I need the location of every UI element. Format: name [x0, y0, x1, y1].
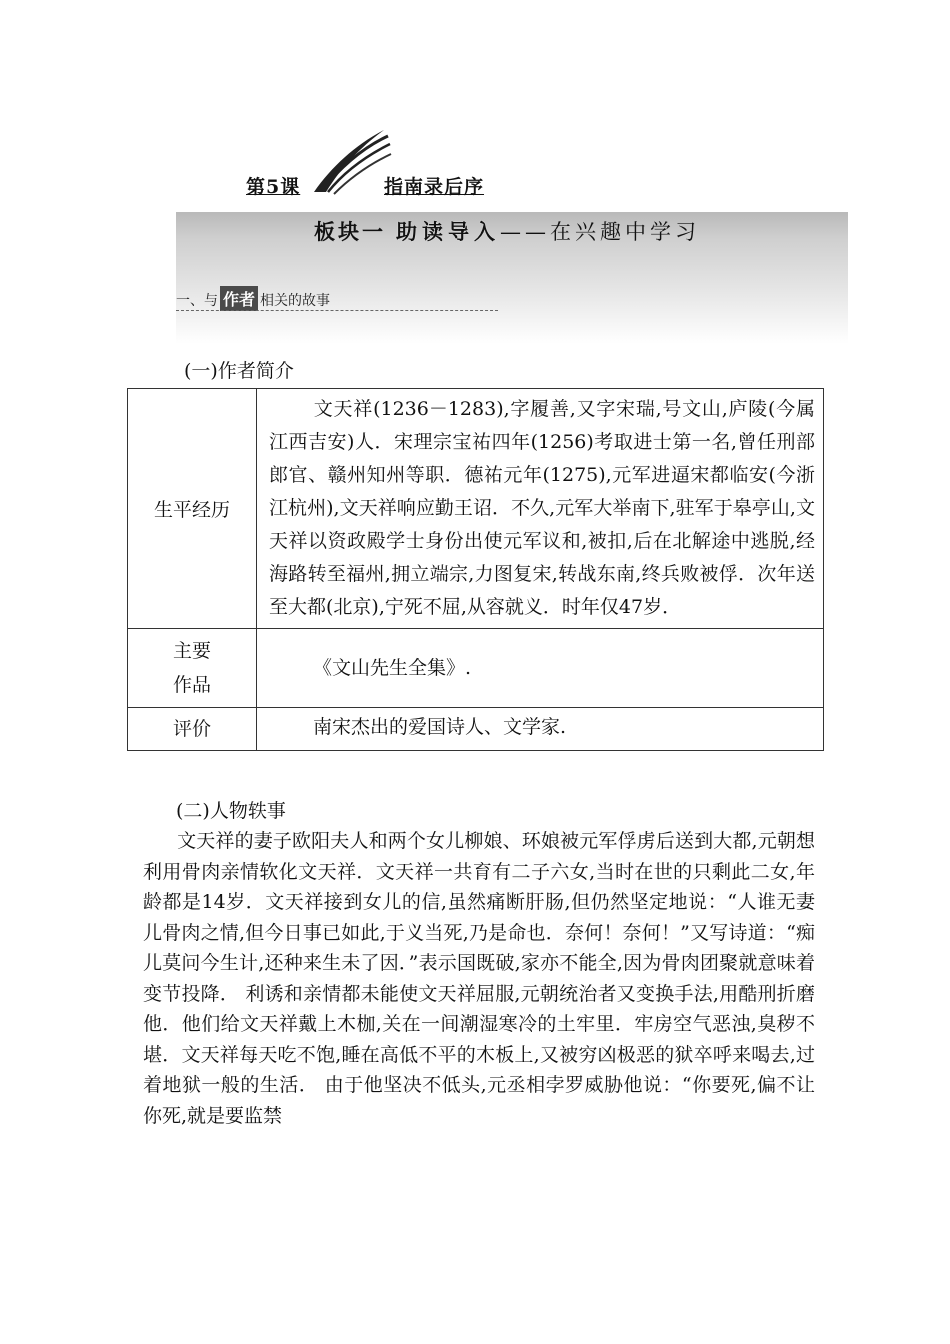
table-value	[257, 389, 824, 629]
banner-tagline: ——在兴趣中学习	[500, 220, 700, 244]
lesson-title: 指南录后序	[384, 176, 485, 198]
table-row	[128, 708, 824, 751]
section2-title: (二)人物轶事	[176, 800, 286, 822]
works-text: 《文山先生全集》.	[313, 656, 472, 679]
section-banner	[176, 212, 848, 344]
table-label: 生平经历	[128, 389, 257, 629]
subsection-highlight: 作者	[220, 286, 258, 311]
table-label-line2: 作品	[172, 674, 211, 696]
subsection-prefix: 一、与	[176, 293, 218, 309]
banner-part-name: 助读导入	[396, 219, 500, 244]
lesson-number: 第5课	[246, 176, 301, 198]
anecdote-paragraph	[143, 826, 815, 1131]
table-value	[257, 629, 824, 708]
biography-text: 文天祥(1236－1283),字履善,又字宋瑞,号文山,庐陵(今属江西吉安)人．宋理宗宝祐四年(1256)考取进士第一名,曾任刑部郎官、赣州知州等职．德祐元年(1275),元军进逼宋都临安(今浙江杭州),文天祥响应勤王诏．不久,元军大举南下,驻军于皋亭山,文天祥以资政殿学士身份出使元军议和,被扣,后在北解途中逃脱,经海路转至福州,拥立端宗,力图复宋,转战东南,终兵败被俘．次年送至大都(北京),宁死不屈,从容就义．时年仅47岁．	[269, 398, 815, 618]
dotted-divider	[176, 310, 498, 311]
evaluation-text: 南宋杰出的爱国诗人、文学家.	[313, 716, 567, 738]
banner-heading	[314, 216, 700, 246]
table-label-line1: 主要	[172, 640, 211, 662]
author-info-table	[127, 388, 824, 751]
subsection-heading	[176, 286, 330, 311]
anecdote-text: 文天祥的妻子欧阳夫人和两个女儿柳娘、环娘被元军俘虏后送到大都,元朝想利用骨肉亲情软化文天祥．文天祥一共育有二子六女,当时在世的只剩此二女,年龄都是14岁．文天祥接到女儿的信,虽然痛断肝肠,但仍然坚定地说：“人谁无妻儿骨肉之情,但今日事已如此,于义当死,乃是命也．奈何！奈何！”又写诗道：“痴儿莫问今生计,还种来生未了因．”表示国既破,家亦不能全,因为骨肉团聚就意味着变节投降． 利诱和亲情都未能使文天祥屈服,元朝统治者又变换手法,用酷刑折磨他．他们给文天祥戴上木枷,关在一间潮湿寒冷的土牢里．牢房空气恶浊,臭秽不堪．文天祥每天吃不饱,睡在高低不平的木板上,又被穷凶极恶的狱卒呼来喝去,过着地狱一般的生活． 由于他坚决不低头,元丞相孛罗威胁他说：“你要死,偏不让你死,就是要监禁	[143, 830, 815, 1127]
swoosh-logo-icon	[312, 126, 392, 198]
section1-title: (一)作者简介	[184, 360, 294, 382]
banner-part: 板块一	[314, 219, 386, 244]
table-row	[128, 629, 824, 708]
table-value	[257, 708, 824, 751]
table-label	[128, 629, 257, 708]
subsection-suffix: 相关的故事	[260, 293, 331, 309]
table-row	[128, 389, 824, 629]
table-label: 评价	[128, 708, 257, 751]
